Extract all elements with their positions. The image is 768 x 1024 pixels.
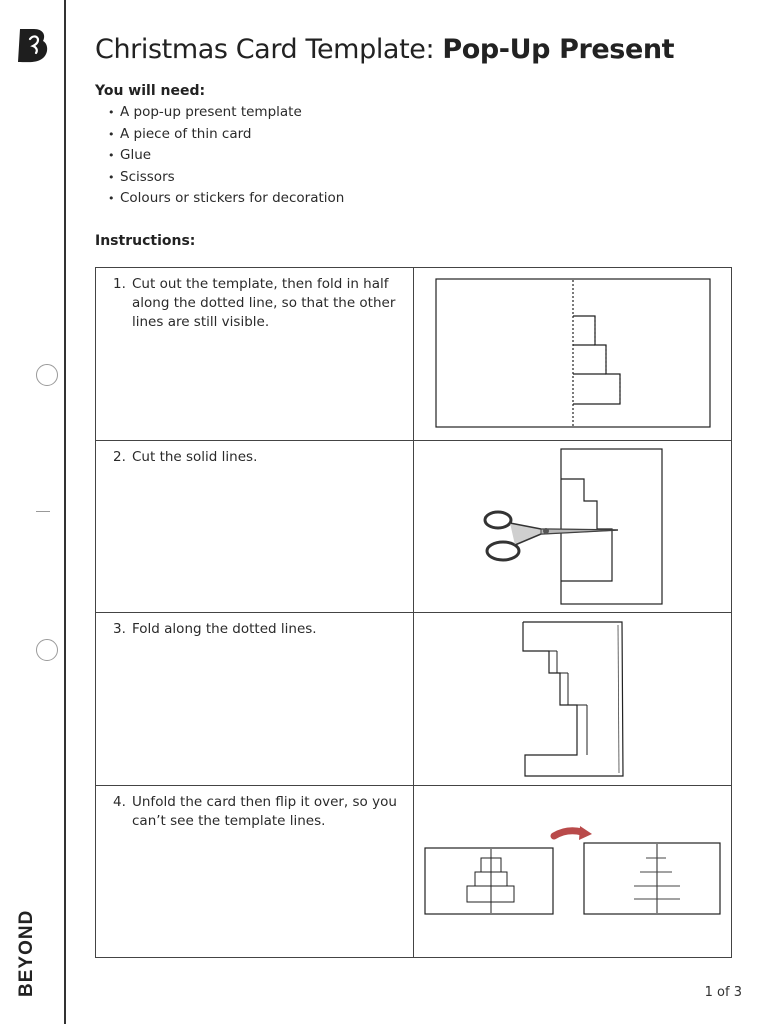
list-item: • Scissors — [108, 168, 175, 185]
list-item: • Glue — [108, 147, 152, 164]
scissors-cutting-icon — [414, 441, 732, 613]
brand-wordmark: BEYOND — [16, 909, 37, 997]
list-item: • Colours or stickers for decoration — [108, 190, 345, 207]
template-diagram-icon — [414, 268, 732, 440]
binder-hole-bottom — [36, 639, 58, 661]
left-margin-rule — [64, 0, 66, 1024]
binder-hole-top — [36, 364, 58, 386]
step-illustration — [413, 613, 731, 786]
page-title — [95, 34, 674, 65]
table-row — [96, 440, 732, 613]
unfold-flip-icon — [414, 786, 732, 958]
instructions-table — [95, 267, 732, 958]
table-row — [96, 268, 732, 441]
step-text: 4. Unfold the card then flip it over, so you can’t see the template lines. — [113, 793, 397, 829]
folded-card-icon — [414, 613, 732, 785]
supplies-list — [108, 102, 344, 210]
instructions-heading: Instructions: — [95, 233, 196, 249]
step-illustration — [413, 440, 731, 613]
fold-mark — [36, 511, 50, 512]
list-item: • A piece of thin card — [108, 125, 252, 142]
page-indicator: 1 of 3 — [704, 985, 742, 1000]
step-illustration — [413, 785, 731, 958]
list-item: • A pop-up present template — [108, 104, 302, 120]
table-row — [96, 613, 732, 786]
supplies-heading: You will need: — [95, 83, 206, 99]
table-row — [96, 785, 732, 958]
step-text: 3. Fold along the dotted lines. — [113, 621, 317, 637]
step-illustration — [413, 268, 731, 441]
step-text: 2. Cut the solid lines. — [113, 448, 258, 465]
title-regular: Christmas Card Template: — [95, 34, 443, 65]
step-text: 1. Cut out the template, then fold in half along the dotted line, so that the other lines are still visible. — [113, 276, 396, 330]
beyond-logo-icon — [16, 26, 50, 64]
title-bold: Pop-Up Present — [442, 34, 675, 65]
